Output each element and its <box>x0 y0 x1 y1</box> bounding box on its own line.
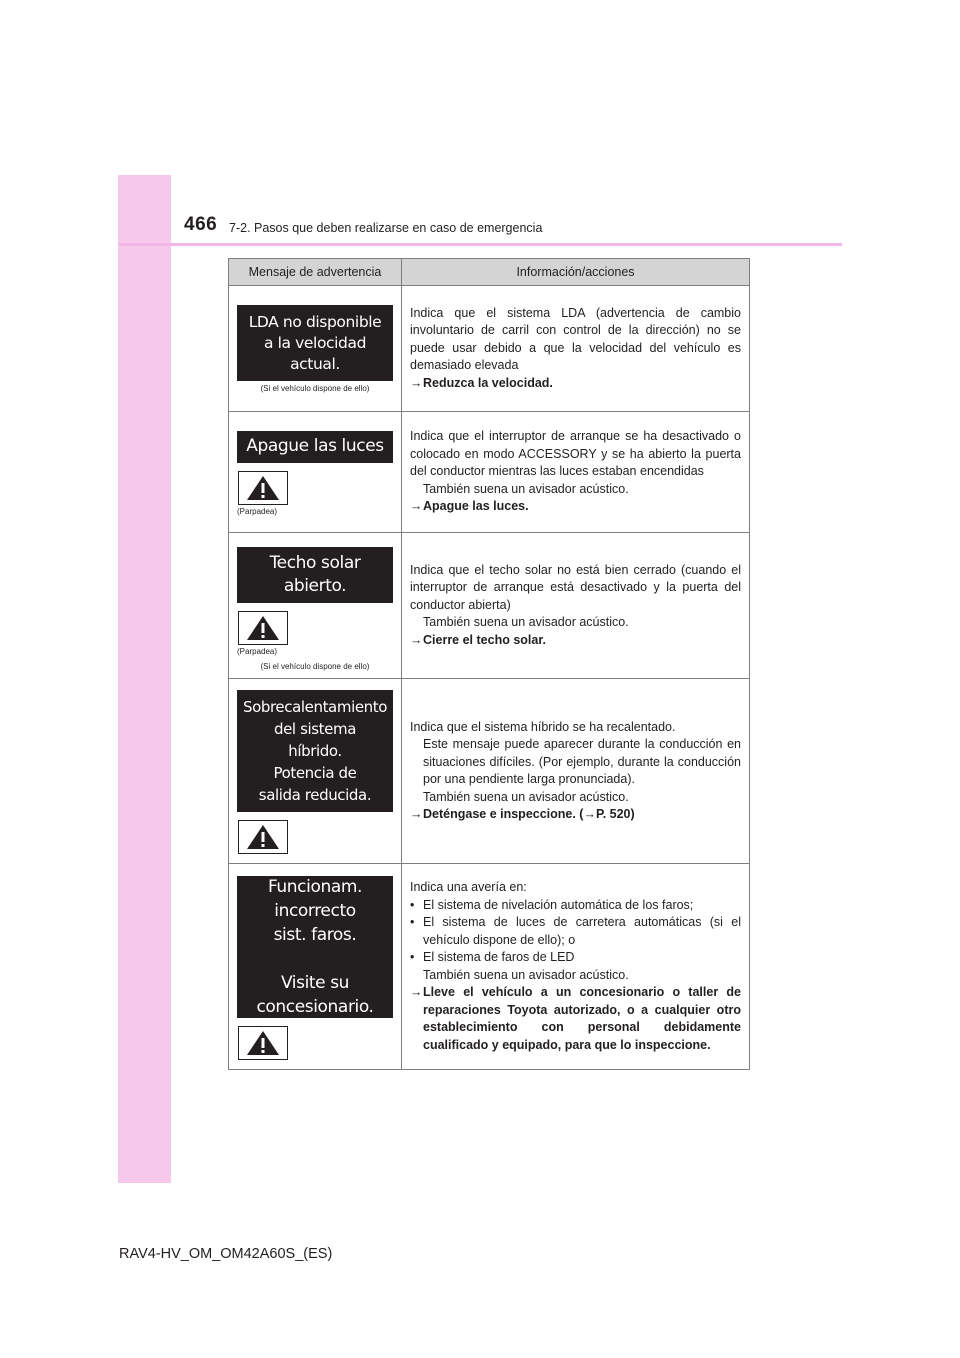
lcd-message-display: Techo solar abierto. <box>237 547 393 603</box>
column-header-info: Información/acciones <box>402 259 750 286</box>
arrow-icon: → <box>410 499 423 514</box>
message-cell <box>229 412 402 533</box>
message-cell <box>229 533 402 679</box>
info-text: Indica que el sistema híbrido se ha recalentado. <box>410 719 676 734</box>
lcd-message-display: Apague las luces <box>237 431 393 463</box>
table-row <box>229 412 750 533</box>
vehicle-caption: (Si el vehículo dispone de ello) <box>260 661 370 671</box>
info-cell <box>402 286 750 412</box>
info-extra-text: También suena un avisador acústico. <box>423 481 629 496</box>
action-text: →Cierre el techo solar. <box>410 632 741 650</box>
message-cell <box>229 286 402 412</box>
table-row <box>229 533 750 679</box>
bullet-icon: • <box>410 950 415 964</box>
action-text: →Reduzca la velocidad. <box>410 375 741 393</box>
table-row <box>229 286 750 412</box>
info-text: Indica que el sistema LDA (advertencia de cambio involuntario de carril con control de la dirección) no se puede usar debido a que la velocidad del vehículo es demasiado elevada <box>410 305 741 373</box>
lcd-message-display: Sobrecalentamiento del sistema híbrido. Potencia de salida reducida. <box>237 690 393 812</box>
bullet-icon: • <box>410 897 415 912</box>
arrow-icon: → <box>410 632 423 647</box>
info-text: Indica una avería en: <box>410 880 527 894</box>
side-tab-band <box>118 175 171 1183</box>
blink-caption: (Parpadea) <box>237 646 278 656</box>
section-title: 7-2. Pasos que deben realizarse en caso de emergencia <box>229 221 543 235</box>
action-text: →Lleve el vehículo a un concesionario o taller de reparaciones Toyota autorizado, o a cualquier otro establecimiento con personal debidamente cualificado y equipado, para que lo inspeccione. <box>410 985 741 1052</box>
bullet-item: • El sistema de faros de LED <box>410 949 741 967</box>
warning-triangle-icon <box>238 471 288 505</box>
info-text: Indica que el techo solar no está bien cerrado (cuando el interruptor de arranque está desactivado y la puerta del conductor abierta) <box>410 562 741 612</box>
message-cell <box>229 864 402 1070</box>
table-row <box>229 864 750 1070</box>
arrow-icon: → <box>410 985 423 999</box>
document-code: RAV4-HV_OM_OM42A60S_(ES) <box>119 1246 333 1262</box>
warning-triangle-icon <box>238 611 288 645</box>
info-extra-text: También suena un avisador acústico. <box>423 967 629 982</box>
info-extra-text-2: También suena un avisador acústico. <box>423 789 629 804</box>
warning-message-table <box>228 258 750 1070</box>
page-number: 466 <box>184 214 218 235</box>
info-cell <box>402 864 750 1070</box>
blink-caption: (Parpadea) <box>237 506 278 516</box>
message-cell <box>229 679 402 864</box>
info-cell <box>402 412 750 533</box>
info-extra-text: Este mensaje puede aparecer durante la conducción en situaciones difíciles. (Por ejemplo, durante la conducción por una pendiente larga pronunciada). <box>423 737 741 786</box>
info-cell <box>402 533 750 679</box>
warning-triangle-icon <box>238 820 288 854</box>
lcd-message-display: LDA no disponible a la velocidad actual. <box>237 305 393 381</box>
lcd-message-display: Funcionam. incorrecto sist. faros. Visite su concesionario. <box>237 876 393 1018</box>
warning-triangle-icon <box>238 1026 288 1060</box>
arrow-icon: → <box>410 807 423 821</box>
action-text: →Apague las luces. <box>410 498 741 516</box>
header-rule <box>118 243 842 246</box>
action-text: →Deténgase e inspeccione. (→P. 520) <box>410 806 741 824</box>
info-cell <box>402 679 750 864</box>
vehicle-caption: (Si el vehículo dispone de ello) <box>260 384 370 393</box>
column-header-message: Mensaje de advertencia <box>229 259 402 286</box>
table-row <box>229 679 750 864</box>
bullet-item: • El sistema de nivelación automática de los faros; <box>410 897 741 915</box>
table-header-row <box>229 259 750 286</box>
bullet-item: • El sistema de luces de carretera automáticas (si el vehículo dispone de ello); o <box>410 915 741 947</box>
info-text: Indica que el interruptor de arranque se ha desactivado o colocado en modo ACCESSORY y se ha abierto la puerta del conductor mientras las luces estaban encendidas <box>410 429 741 479</box>
info-extra-text: También suena un avisador acústico. <box>423 615 629 630</box>
bullet-icon: • <box>410 915 415 929</box>
arrow-icon: → <box>410 375 423 390</box>
